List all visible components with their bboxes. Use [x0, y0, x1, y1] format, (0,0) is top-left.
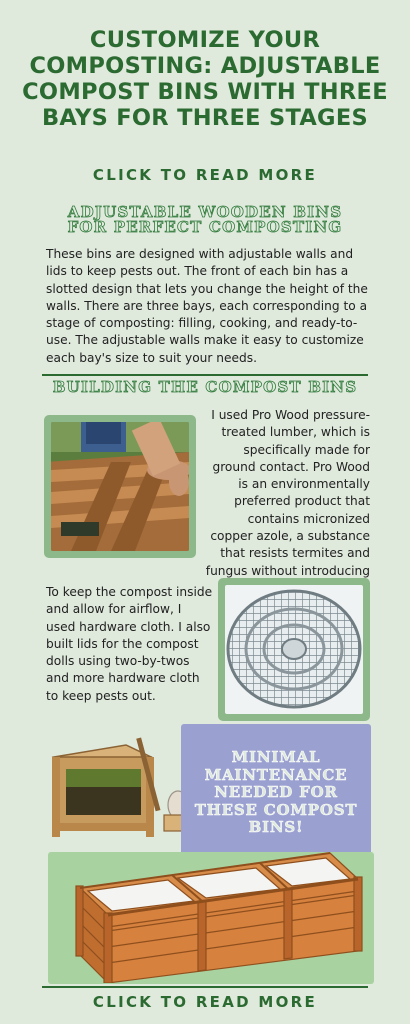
hardware-cloth-photo-frame [218, 578, 370, 721]
three-bay-compost-bin-illustration [60, 843, 370, 983]
lumber-photo [51, 422, 189, 551]
page-title: CUSTOMIZE YOUR COMPOSTING: ADJUSTABLE COMPOST BINS WITH THREE BAYS FOR THREE STAGES [22, 27, 388, 131]
section-heading-adjustable-bins [0, 205, 410, 235]
section-body-adjustable-bins: These bins are designed with adjustable walls and lids to keep pests out. The front of each bin has a slotted design that lets you change the height of the walls. There are three bays, each corresponding to a stage of composting: filling, cooking, and ready-to-use. The adjustable walls make it easy to customize each bay's size to suit your needs. [46, 247, 368, 365]
read-more-link-top[interactable]: CLICK TO READ MORE [92, 166, 318, 184]
divider [42, 374, 368, 376]
compost-bin-illustration [46, 727, 196, 842]
section-heading-building: BUILDING THE COMPOST BINS [52, 378, 358, 396]
hardware-cloth-photo [225, 585, 363, 714]
callout-text: MINIMAL MAINTENANCE NEEDED FOR THESE COMPOST BINS! [194, 748, 358, 836]
read-more-link-bottom[interactable]: CLICK TO READ MORE [92, 993, 318, 1011]
section-body-hardware-cloth: To keep the compost inside and allow for airflow, I used hardware cloth. I also built lids for the compost dolls using two-by-twos and more hardware cloth to keep pests out. [46, 585, 213, 703]
divider-bottom [42, 986, 368, 988]
section-heading-text: ADJUSTABLE WOODEN BINS FOR PERFECT COMPOSTING [67, 203, 343, 236]
section-body-lumber: I used Pro Wood pressure-treated lumber, which is specifically made for ground contact. Pro Wood is an environmentally preferred product that contains micronized copper azole, a substance that resists termites and fungus without introducing [205, 408, 370, 578]
lumber-photo-frame [44, 415, 196, 558]
